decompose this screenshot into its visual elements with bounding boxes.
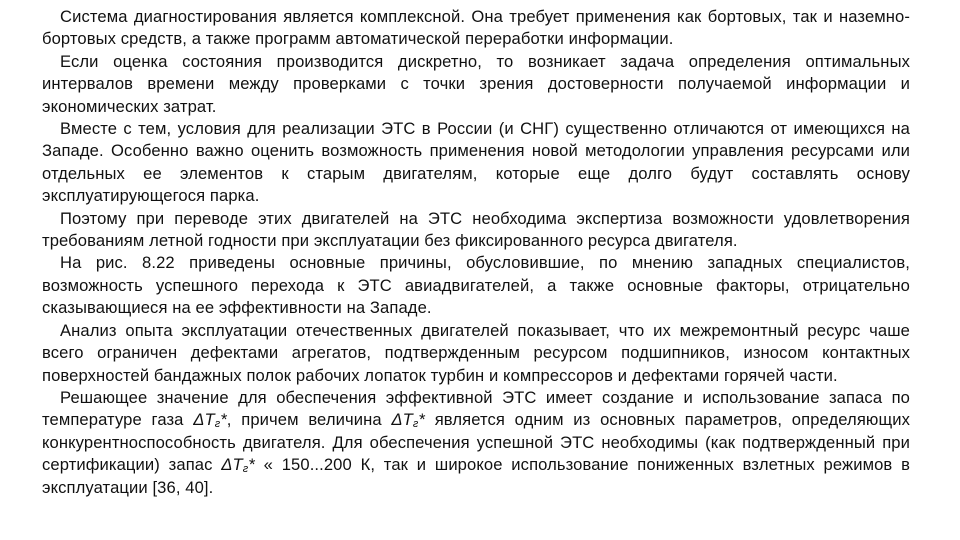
formula-star: * [248,455,255,475]
formula-subscript: г [242,463,249,476]
paragraph-discrete-assessment: Если оценка состояния производится дискретно, то возникает задача определения оптимальных интервалов времени между проверками с точки зрения достоверности получаемой информации и экономических затрат. [42,51,910,116]
text-segment: « 150...200 К, так и широкое использование пониженных взлетных режимов в эксплуатации [36, 40]. [42,455,910,497]
text-segment: , причем величина [226,410,392,430]
formula-symbol: ΔT [221,455,243,475]
formula-star: * [220,410,227,430]
text-segment: является одним из основных параметров, определяющих конкурентноспособность двигателя. Для обеспечения успешной ЭТС необходимы (как подтвержденный при сертификации) запас [42,410,910,475]
paragraph-operation-analysis: Анализ опыта эксплуатации отечественных двигателей показывает, что их межремонтный ресурс чаше всего ограничен дефектами агрегатов, подтвержденным ресурсом подшипников, износом контактных поверхностей бандажных полок рабочих лопаток турбин и компрессоров и дефектами горячей части. [42,320,910,385]
paragraph-figure-reference: На рис. 8.22 приведены основные причины, обусловившие, по мнению западных специалистов, возможность успешного перехода к ЭТС авиадвигателей, а также основные факторы, отрицательно сказывающиеся на ее эффективности на Западе. [42,253,910,318]
paragraph-engine-transfer: Поэтому при переводе этих двигателей на ЭТС необходима экспертиза возможности удовлетворения требованиям летной годности при эксплуатации без фиксированного ресурса двигателя. [42,208,910,251]
text-segment: Решающее значение для обеспечения эффективной ЭТС имеет создание и использование запаса по температуре газа [42,387,910,430]
paragraph-russia-conditions: Вместе с тем, условия для реализации ЭТС в России (и СНГ) существенно отличаются от имеющихся на Западе. Особенно важно оценить возможность применения новой методологии управления ресурсами или отдельных ее элементов к старым двигателям, которые еще долго будут составлять основу эксплуатирующегося парка. [42,119,910,206]
document-page [42,6,910,499]
paragraph-gas-temperature-margin [42,387,910,499]
formula-symbol: ΔT [193,410,215,430]
formula-delta-t [221,455,255,474]
formula-subscript: г [412,418,419,431]
formula-star: * [418,410,425,430]
formula-delta-t [193,410,227,429]
formula-delta-t [391,410,425,429]
paragraph-diagnostic-system: Система диагностирования является комплексной. Она требует применения как бортовых, так и наземно-бортовых средств, а также программ автоматической переработки информации. [42,7,910,49]
formula-symbol: ΔT [391,410,413,430]
formula-subscript: г [214,418,221,431]
